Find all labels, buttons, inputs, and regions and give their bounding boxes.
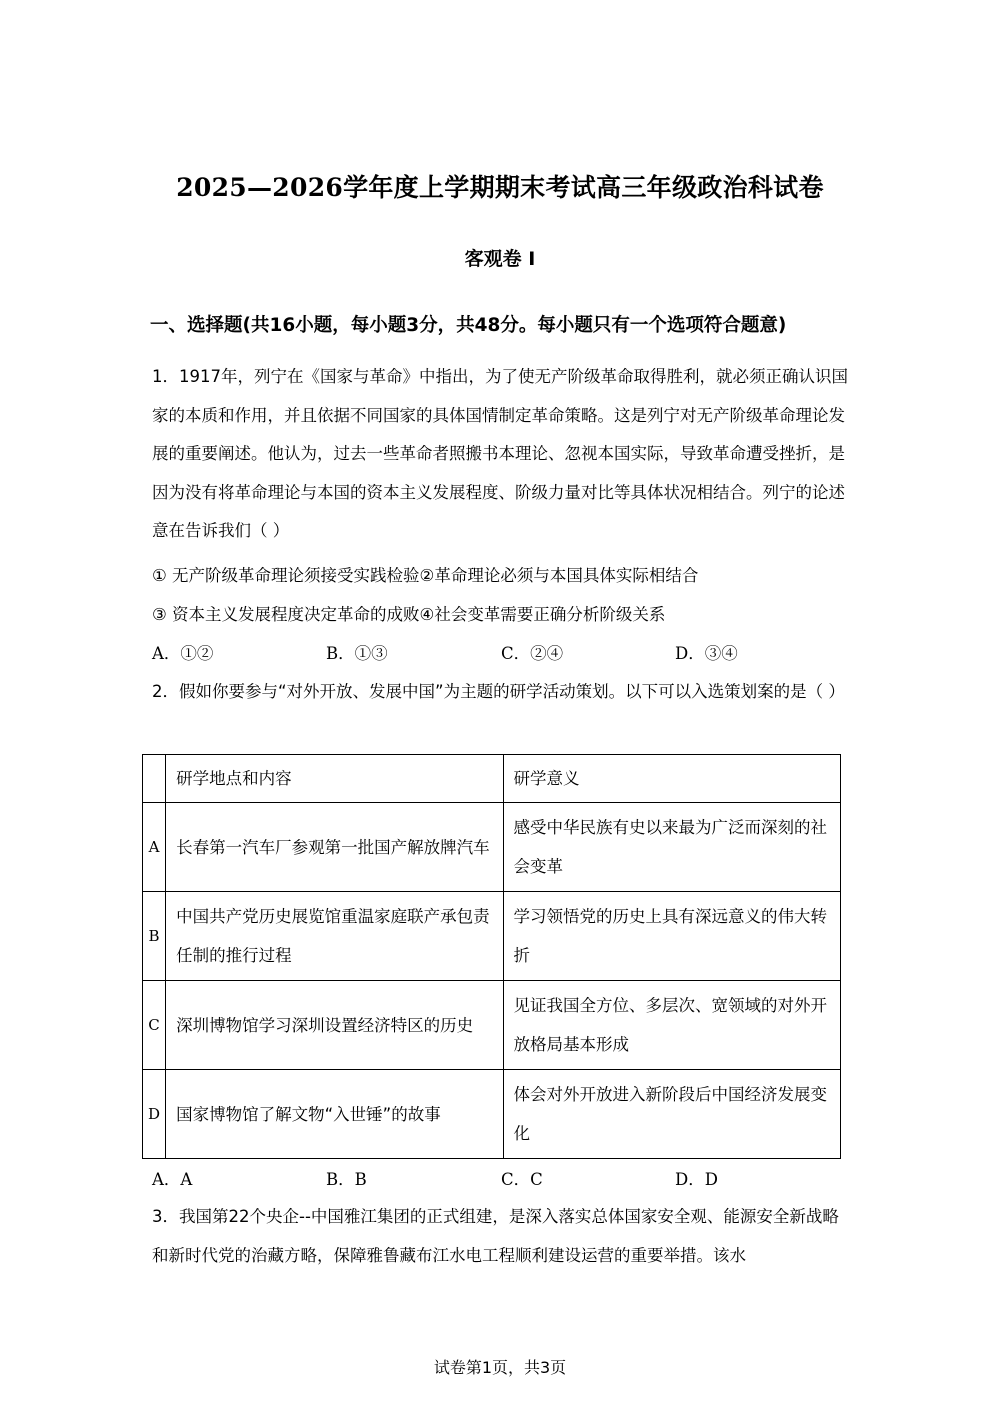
row-meaning: 学习领悟党的历史上具有深远意义的伟大转折 bbox=[503, 892, 840, 981]
page-footer: 试卷第1页，共3页 bbox=[433, 1358, 567, 1377]
question-1-statement-2: ③ 资本主义发展程度决定革命的成败④社会变革需要正确分析阶级关系 bbox=[152, 605, 666, 624]
option-c[interactable]: C．C bbox=[501, 1170, 543, 1189]
question-2-stem: 2．假如你要参与“对外开放、发展中国”为主题的研学活动策划。以下可以入选策划案的是（ ） bbox=[152, 682, 845, 701]
table-corner-cell bbox=[143, 755, 166, 803]
option-b[interactable]: B．①③ bbox=[326, 644, 388, 663]
question-2-options bbox=[152, 1166, 852, 1190]
question-1-statement-1: ① 无产阶级革命理论须接受实践检验②革命理论必须与本国具体实际相结合 bbox=[152, 566, 699, 585]
question-2-table bbox=[142, 754, 841, 1159]
exam-title: 2025—2026学年度上学期期末考试高三年级政治科试卷 bbox=[176, 173, 824, 202]
table-row bbox=[143, 803, 841, 892]
row-place: 中国共产党历史展览馆重温家庭联产承包责任制的推行过程 bbox=[166, 892, 503, 981]
row-place: 国家博物馆了解文物“入世锤”的故事 bbox=[166, 1070, 503, 1159]
section-heading: 一、选择题(共16小题，每小题3分，共48分。每小题只有一个选项符合题意) bbox=[150, 315, 787, 336]
table-header-place: 研学地点和内容 bbox=[166, 755, 503, 803]
row-place: 深圳博物馆学习深圳设置经济特区的历史 bbox=[166, 981, 503, 1070]
question-1-options bbox=[152, 640, 852, 664]
row-place: 长春第一汽车厂参观第一批国产解放牌汽车 bbox=[166, 803, 503, 892]
question-1-stem: 1．1917年，列宁在《国家与革命》中指出，为了使无产阶级革命取得胜利，就必须正确认识国家的本质和作用，并且依据不同国家的具体国情制定革命策略。这是列宁对无产阶级革命理论发展的重要阐述。他认为，过去一些革命者照搬书本理论、忽视本国实际，导致革命遭受挫折，是因为没有将革命理论与本国的资本主义发展程度、阶级力量对比等具体状况相结合。列宁的论述意在告诉我们（ ） bbox=[152, 367, 848, 540]
option-d[interactable]: D．③④ bbox=[675, 644, 738, 663]
row-label: B bbox=[143, 892, 166, 981]
row-meaning: 感受中华民族有史以来最为广泛而深刻的社会变革 bbox=[503, 803, 840, 892]
option-a[interactable]: A．①② bbox=[152, 644, 214, 663]
question-3-stem: 3．我国第22个央企--中国雅江集团的正式组建，是深入落实总体国家安全观、能源安全新战略和新时代党的治藏方略，保障雅鲁藏布江水电工程顺利建设运营的重要举措。该水 bbox=[152, 1207, 839, 1265]
option-d[interactable]: D．D bbox=[675, 1170, 718, 1189]
option-b[interactable]: B．B bbox=[326, 1170, 367, 1189]
table-row bbox=[143, 981, 841, 1070]
paper-subtitle: 客观卷 I bbox=[464, 248, 536, 270]
row-label: A bbox=[143, 803, 166, 892]
row-meaning: 体会对外开放进入新阶段后中国经济发展变化 bbox=[503, 1070, 840, 1159]
option-a[interactable]: A．A bbox=[152, 1170, 193, 1189]
table-row bbox=[143, 892, 841, 981]
row-label: C bbox=[143, 981, 166, 1070]
table-header-row bbox=[143, 755, 841, 803]
option-c[interactable]: C．②④ bbox=[501, 644, 564, 663]
row-meaning: 见证我国全方位、多层次、宽领域的对外开放格局基本形成 bbox=[503, 981, 840, 1070]
row-label: D bbox=[143, 1070, 166, 1159]
table-row bbox=[143, 1070, 841, 1159]
table-header-meaning: 研学意义 bbox=[503, 755, 840, 803]
